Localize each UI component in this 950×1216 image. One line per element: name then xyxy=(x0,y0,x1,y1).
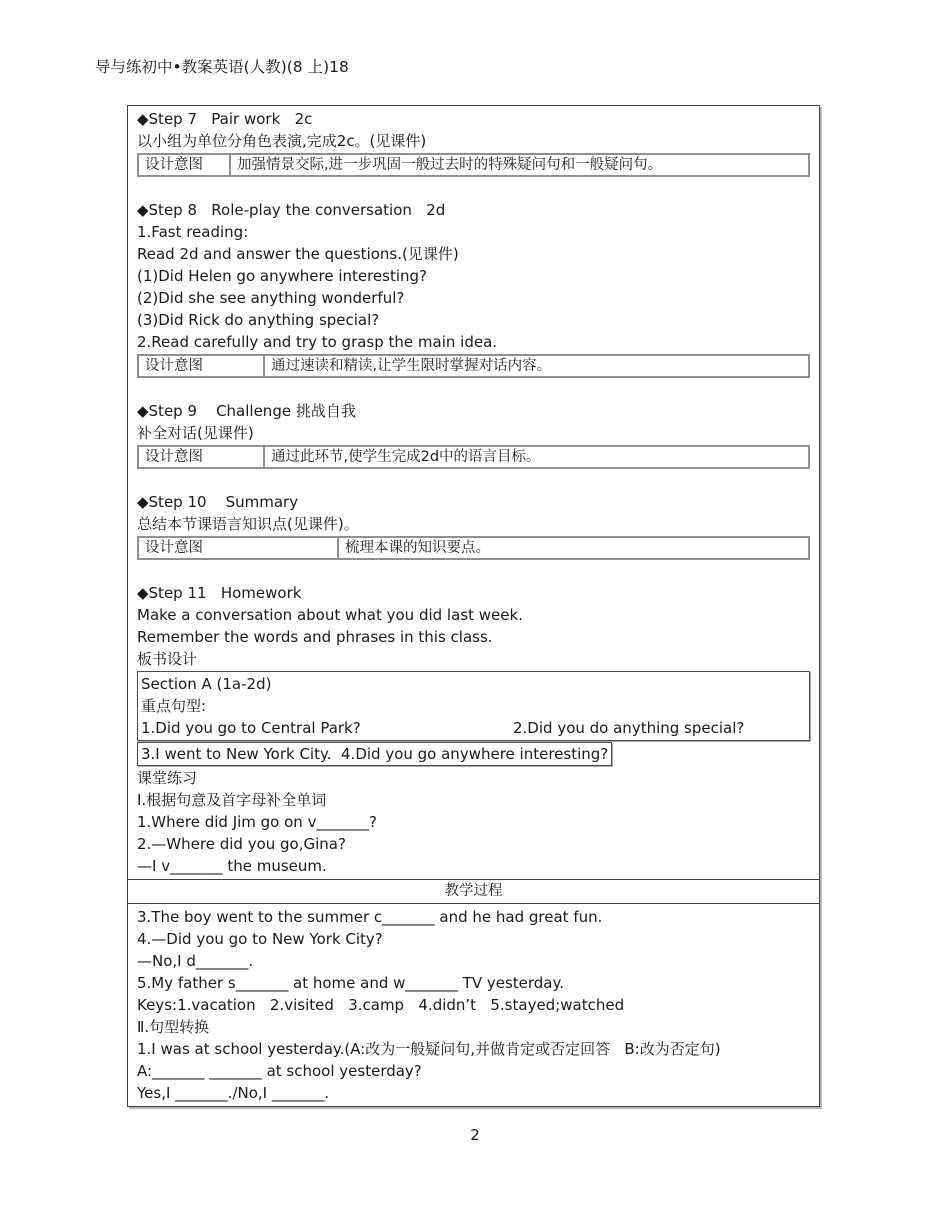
exercise-item: 1.I was at school yesterday.(A:改为一般疑问句,并做肯定或否定回答 B:改为否定句) xyxy=(137,1040,721,1058)
exercise-item: 5.My father s_______ at home and w_______ TV yesterday. xyxy=(137,974,565,992)
step8-question: (1)Did Helen go anywhere interesting? xyxy=(137,267,428,285)
board-design-label: 板书设计 xyxy=(137,650,198,668)
lesson-plan-lower-section xyxy=(128,904,819,1106)
design-intent-label: 设计意图 xyxy=(139,447,265,467)
spacer xyxy=(137,177,810,199)
board-sentence-2: 2.Did you do anything special? xyxy=(513,719,745,737)
step8-design-intent-text: 通过速读和精读,让学生限时掌握对话内容。 xyxy=(271,358,552,374)
step8-question: (3)Did Rick do anything special? xyxy=(137,311,380,329)
step8-line: 1.Fast reading: xyxy=(137,223,249,241)
board-sentence-1: 1.Did you go to Central Park? xyxy=(141,719,361,737)
step7-heading: ◆Step 7 Pair work 2c xyxy=(137,110,313,128)
design-intent-label: 设计意图 xyxy=(139,538,339,558)
exercise-part1-title: Ⅰ.根据句意及首字母补全单词 xyxy=(137,791,327,809)
exercise-item: —No,I d_______. xyxy=(137,952,254,970)
exercise-item: 3.The boy went to the summer c_______ and he had great fun. xyxy=(137,908,603,926)
exercise-item: Yes,I _______./No,I _______. xyxy=(137,1084,330,1102)
board-sentence-row xyxy=(141,717,806,739)
spacer xyxy=(137,469,810,491)
board-section-title: Section A (1a-2d) xyxy=(141,675,272,693)
step11-homework-item: Make a conversation about what you did last week. xyxy=(137,606,523,624)
exercise-item: 2.—Where did you go,Gina? xyxy=(137,835,346,853)
exercise-item: 4.—Did you go to New York City? xyxy=(137,930,383,948)
step8-line: 2.Read carefully and try to grasp the main idea. xyxy=(137,333,498,351)
step8-question: (2)Did she see anything wonderful? xyxy=(137,289,405,307)
page-number: 2 xyxy=(470,1126,480,1144)
step9-design-intent-table xyxy=(137,445,810,469)
step10-heading: ◆Step 10 Summary xyxy=(137,493,299,511)
exercise-item: A:_______ _______ at school yesterday? xyxy=(137,1062,422,1080)
step7-design-intent-table xyxy=(137,153,810,177)
lesson-plan-upper-section xyxy=(128,106,819,879)
exercise-keys: Keys:1.vacation 2.visited 3.camp 4.didn’t 5.stayed;watched xyxy=(137,996,625,1014)
board-sentences-3-4: 3.I went to New York City. 4.Did you go anywhere interesting? xyxy=(137,742,612,766)
design-intent-label: 设计意图 xyxy=(139,155,231,175)
step10-instruction: 总结本节课语言知识点(见课件)。 xyxy=(137,515,359,533)
step10-design-intent-text: 梳理本课的知识要点。 xyxy=(345,540,490,556)
step8-design-intent-table xyxy=(137,354,810,378)
step9-heading: ◆Step 9 Challenge 挑战自我 xyxy=(137,402,356,420)
board-design-box xyxy=(137,671,810,741)
document-header: 导与练初中•教案英语(人教)(8 上)18 xyxy=(95,58,349,76)
spacer xyxy=(137,378,810,400)
step11-heading: ◆Step 11 Homework xyxy=(137,584,302,602)
step8-heading: ◆Step 8 Role-play the conversation 2d xyxy=(137,201,446,219)
step10-design-intent-table xyxy=(137,536,810,560)
exercise-item: 1.Where did Jim go on v_______? xyxy=(137,813,377,831)
step9-design-intent-text: 通过此环节,使学生完成2d中的语言目标。 xyxy=(271,449,541,465)
board-key-sentences-label: 重点句型: xyxy=(141,697,207,715)
step7-design-intent-text: 加强情景交际,进一步巩固一般过去时的特殊疑问句和一般疑问句。 xyxy=(237,157,663,173)
exercise-item: —I v_______ the museum. xyxy=(137,857,327,875)
lesson-plan-table xyxy=(127,105,820,1107)
teaching-process-band: 教学过程 xyxy=(128,879,819,904)
spacer xyxy=(137,560,810,582)
design-intent-label: 设计意图 xyxy=(139,356,265,376)
class-exercise-label: 课堂练习 xyxy=(137,769,198,787)
board-design-box2-wrap xyxy=(137,742,810,766)
step8-line: Read 2d and answer the questions.(见课件) xyxy=(137,245,459,263)
step9-instruction: 补全对话(见课件) xyxy=(137,424,254,442)
step7-instruction: 以小组为单位分角色表演,完成2c。(见课件) xyxy=(137,132,427,150)
exercise-part2-title: Ⅱ.句型转换 xyxy=(137,1018,210,1036)
step11-homework-item: Remember the words and phrases in this class. xyxy=(137,628,493,646)
